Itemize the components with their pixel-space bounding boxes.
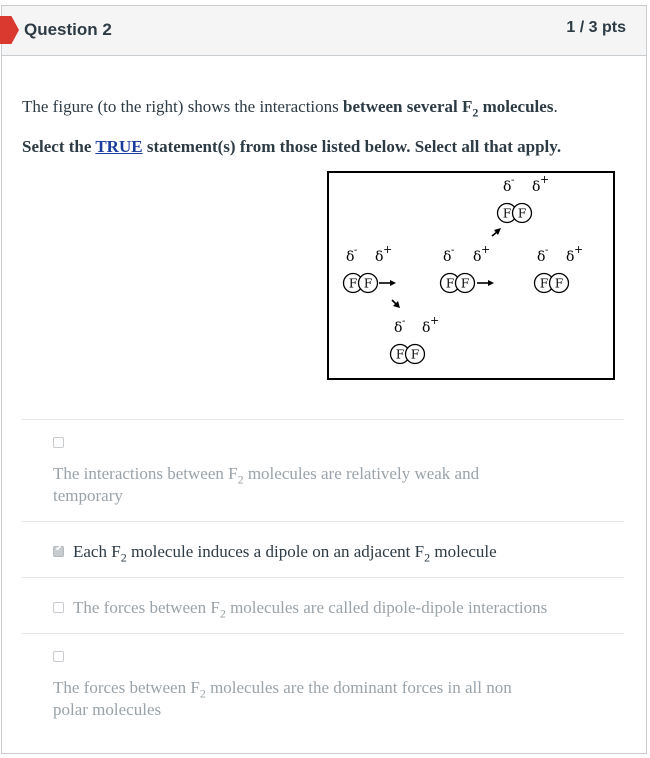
svg-text:-: - (451, 245, 455, 256)
answer-2-checkbox[interactable] (53, 543, 64, 557)
svg-text:δ: δ (473, 249, 482, 265)
true-link[interactable]: TRUE (95, 137, 143, 156)
stem-text: The figure (to the right) shows the interactions (22, 97, 344, 116)
svg-text:δ: δ (394, 320, 403, 336)
answer-4-checkbox[interactable] (53, 651, 64, 662)
molecule-right (535, 243, 584, 293)
svg-text:δ: δ (443, 249, 452, 265)
answer-2-label[interactable]: Each $F_2$ molecule induces a dipole on an adjacent $F_2$ molecule (73, 542, 497, 565)
flag-marker-icon[interactable] (0, 16, 19, 44)
svg-text:F: F (460, 276, 470, 291)
answer-3-label[interactable]: The forces between $F_2$ molecules are called dipole-dipole interactions (73, 598, 548, 621)
svg-text:F: F (517, 206, 527, 221)
question-instruction (22, 136, 632, 158)
answer-1-checkbox[interactable] (53, 437, 64, 448)
stem-bold-text-end: molecules (478, 97, 554, 116)
instruction-suffix: statement(s) from those listed below. Select all that apply. (142, 137, 562, 156)
molecule-bottom (391, 314, 440, 364)
svg-text:F: F (554, 276, 564, 291)
svg-text:F: F (539, 276, 549, 291)
svg-text:+: + (383, 243, 393, 256)
instruction-prefix: Select the (22, 137, 96, 156)
svg-text:-: - (402, 316, 406, 327)
answer-3-checkbox[interactable] (53, 602, 64, 613)
svg-text:+: + (574, 243, 584, 256)
svg-text:δ: δ (422, 320, 431, 336)
question-points: 1 / 3 pts (566, 19, 626, 36)
molecule-middle (441, 243, 491, 293)
svg-text:F: F (445, 276, 455, 291)
svg-text:δ: δ (375, 249, 384, 265)
answer-1-label[interactable]: The interactions between $F_2$ molecules are relatively weak and temporary (53, 464, 480, 505)
checkmark-icon: ✔ (55, 543, 64, 554)
question-stem (22, 96, 632, 118)
answer-divider (22, 577, 624, 578)
stem-subscript: 2 (472, 105, 479, 120)
question-header (2, 6, 646, 56)
svg-text:F: F (363, 276, 373, 291)
answer-divider (22, 633, 624, 634)
svg-text:F: F (348, 276, 358, 291)
svg-text:F: F (502, 206, 512, 221)
question-title: Question 2 (24, 20, 112, 39)
svg-text:-: - (545, 245, 549, 256)
arrowhead-right-icon (390, 280, 396, 286)
arrowhead-right-icon (488, 280, 494, 286)
molecule-left (344, 243, 393, 293)
molecule-top (498, 173, 550, 223)
svg-text:+: + (430, 314, 440, 327)
dipole-diagram (329, 173, 613, 378)
svg-text:δ: δ (346, 249, 355, 265)
stem-bold-text: between several F (343, 97, 473, 116)
answer-4-label[interactable]: The forces between $F_2$ molecules are the dominant forces in all non polar molecules (53, 678, 512, 719)
svg-text:+: + (481, 243, 491, 256)
svg-text:δ: δ (532, 179, 541, 195)
svg-text:-: - (511, 175, 515, 186)
svg-text:F: F (395, 347, 405, 362)
svg-text:δ: δ (503, 179, 512, 195)
arrow-left-to-bottom (392, 300, 396, 304)
svg-text:+: + (540, 173, 550, 186)
svg-text:δ: δ (566, 249, 575, 265)
dipole-figure (327, 171, 615, 380)
answer-divider (22, 419, 624, 420)
stem-period: . (553, 97, 558, 116)
answer-divider (22, 521, 624, 522)
svg-text:δ: δ (537, 249, 546, 265)
svg-text:F: F (410, 347, 420, 362)
interaction-arrows (379, 228, 501, 308)
svg-text:-: - (354, 245, 358, 256)
